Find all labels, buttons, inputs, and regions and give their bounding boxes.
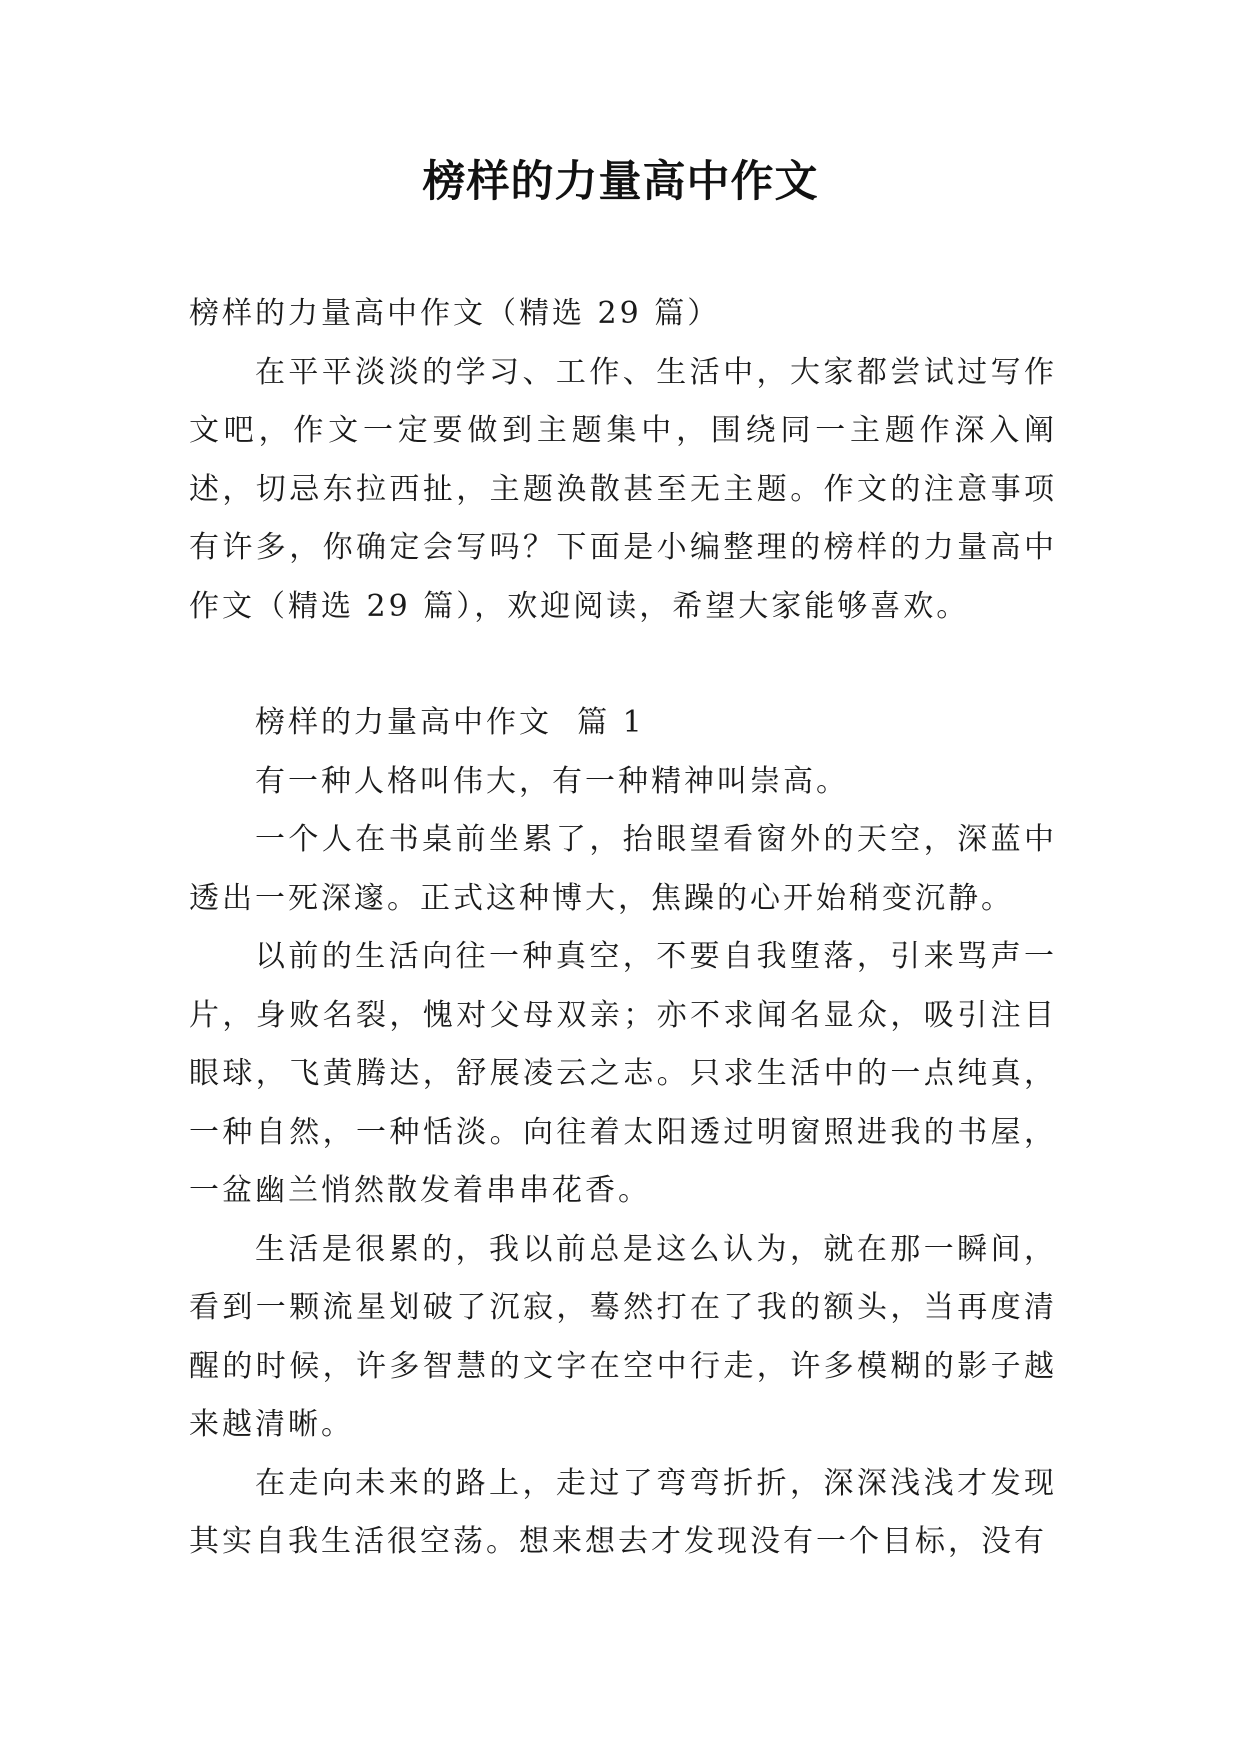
body-paragraph: 在走向未来的路上，走过了弯弯折折，深深浅浅才发现其实自我生活很空荡。想来想去才发现没有一个目标，没有	[189, 1465, 1057, 1559]
document-body	[189, 285, 1057, 1572]
body-paragraph: 以前的生活向往一种真空，不要自我堕落，引来骂声一片，身败名裂，愧对父母双亲；亦不求闻名显众，吸引注目眼球，飞黄腾达，舒展凌云之志。只求生活中的一点纯真，一种自然，一种恬淡。向往着太阳透过明窗照进我的书屋，一盆幽兰悄然散发着串串花香。	[189, 939, 1057, 1208]
section-spacer	[189, 636, 1057, 694]
section-heading: 榜样的力量高中作文 篇 1	[255, 705, 645, 740]
body-paragraph: 一个人在书桌前坐累了，抬眼望看窗外的天空，深蓝中透出一死深邃。正式这种博大，焦躁的心开始稍变沉静。	[189, 822, 1057, 916]
intro-paragraph: 在平平淡淡的学习、工作、生活中，大家都尝试过写作文吧，作文一定要做到主题集中，围绕同一主题作深入阐述，切忌东拉西扯，主题涣散甚至无主题。作文的注意事项有许多，你确定会写吗？下面是小编整理的榜样的力量高中作文（精选 29 篇），欢迎阅读，希望大家能够喜欢。	[189, 354, 1057, 624]
document-title: 榜样的力量高中作文	[422, 157, 819, 207]
body-paragraph: 生活是很累的，我以前总是这么认为，就在那一瞬间，看到一颗流星划破了沉寂，蓦然打在了我的额头，当再度清醒的时候，许多智慧的文字在空中行走，许多模糊的影子越来越清晰。	[189, 1231, 1057, 1442]
document-subtitle: 榜样的力量高中作文（精选 29 篇）	[189, 296, 721, 331]
body-paragraph: 有一种人格叫伟大，有一种精神叫崇高。	[255, 763, 849, 799]
